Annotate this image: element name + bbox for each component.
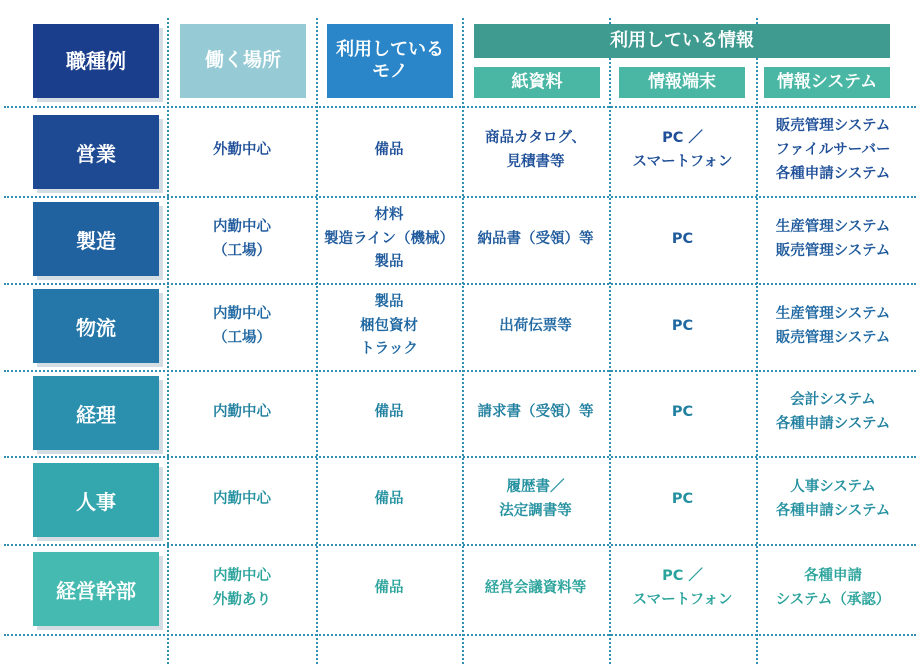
cell-text: PC (671, 317, 694, 334)
job-label: 人事 (76, 489, 116, 514)
header-system-label: 情報システム (776, 71, 878, 92)
cell-text: （工場） (213, 329, 271, 346)
cell-text: 製造ライン（機械） (323, 230, 455, 247)
cell-text: PC (671, 230, 694, 247)
cell-text: PC (671, 491, 694, 508)
cell-text: 各種申請 (804, 568, 862, 585)
cell-text: 内勤中心 (213, 218, 271, 235)
things-cell (318, 108, 460, 194)
cell-text: 備品 (374, 580, 404, 597)
cell-text: 生産管理システム (775, 305, 891, 322)
things-cell (318, 458, 460, 542)
header-system (764, 67, 890, 98)
cell-text: 製品 (374, 293, 404, 310)
cell-text: 販売管理システム (775, 242, 891, 259)
terminal-cell (611, 458, 754, 542)
job-box-executive (33, 552, 159, 626)
cell-text: 材料 (374, 206, 404, 223)
cell-text: 納品書（受領）等 (477, 230, 594, 247)
things-cell (318, 198, 460, 281)
header-info (474, 24, 890, 58)
cell-text: 備品 (374, 142, 404, 159)
system-cell (758, 285, 908, 368)
cell-text: 各種申請システム (775, 165, 891, 182)
row-divider (4, 634, 916, 636)
header-place-label: 働く場所 (204, 49, 281, 72)
things-cell (318, 285, 460, 368)
cell-text: 内勤中心 (213, 404, 271, 421)
cell-text: 法定調書等 (499, 503, 572, 519)
terminal-cell (611, 285, 754, 368)
job-label: 物流 (76, 315, 116, 340)
header-terminal-label: 情報端末 (648, 71, 716, 92)
terminal-cell (611, 108, 754, 194)
paper-cell (464, 108, 607, 194)
paper-cell (464, 372, 607, 454)
cell-text: 内勤中心 (213, 568, 271, 585)
cell-text: 見積書等 (506, 154, 565, 170)
header-paper-label: 紙資料 (511, 71, 563, 92)
system-cell (758, 372, 908, 454)
cell-text: 各種申請システム (775, 416, 891, 432)
system-cell (758, 546, 908, 632)
cell-text: システム（承認） (775, 592, 891, 608)
cell-text: 商品カタログ、 (485, 130, 586, 147)
cell-text: PC ／ (662, 130, 703, 147)
cell-text: 人事システム (790, 479, 876, 496)
cell-text: 生産管理システム (775, 218, 891, 235)
cell-text: 製品 (374, 254, 404, 271)
cell-text: 備品 (374, 404, 404, 421)
cell-text: 梱包資材 (360, 317, 418, 334)
place-cell (170, 546, 314, 632)
job-label: 経営幹部 (56, 578, 136, 603)
cell-text: PC ／ (662, 568, 703, 585)
cell-text: ファイルサーバー (775, 142, 891, 159)
header-paper (474, 67, 600, 98)
paper-cell (464, 285, 607, 368)
header-things (327, 24, 453, 98)
terminal-cell (611, 372, 754, 454)
cell-text: 経営会議資料等 (484, 580, 587, 597)
terminal-cell (611, 546, 754, 632)
job-box-hr (33, 463, 159, 537)
job-label: 経理 (76, 402, 116, 427)
paper-cell (464, 458, 607, 542)
job-box-manufacturing (33, 202, 159, 276)
header-job (33, 24, 159, 98)
cell-text: スマートフォン (632, 154, 733, 170)
column-divider (167, 18, 169, 664)
cell-text: 備品 (374, 491, 404, 508)
header-things-label-line1: 利用している (336, 38, 444, 60)
header-terminal (619, 67, 745, 98)
cell-text: スマートフォン (632, 592, 733, 608)
cell-text: 外勤あり (213, 592, 271, 608)
job-label: 製造 (76, 228, 116, 253)
cell-text: 外勤中心 (213, 142, 271, 159)
header-job-label: 職種例 (66, 48, 126, 73)
cell-text: 会計システム (790, 392, 876, 409)
cell-text: 請求書（受領）等 (477, 404, 594, 421)
header-things-label-line2: モノ (372, 61, 408, 82)
job-box-sales (33, 115, 159, 189)
system-cell (758, 198, 908, 281)
header-info-label: 利用している情報 (610, 29, 754, 51)
things-cell (318, 372, 460, 454)
job-label: 営業 (76, 141, 116, 166)
system-cell (758, 458, 908, 542)
place-cell (170, 285, 314, 368)
system-cell (758, 108, 908, 194)
place-cell (170, 108, 314, 194)
terminal-cell (611, 198, 754, 281)
place-cell (170, 458, 314, 542)
cell-text: （工場） (213, 242, 271, 259)
place-cell (170, 198, 314, 281)
cell-text: PC (671, 404, 694, 421)
cell-text: 販売管理システム (775, 329, 891, 346)
paper-cell (464, 198, 607, 281)
cell-text: 履歴書／ (506, 479, 565, 496)
job-box-accounting (33, 376, 159, 450)
cell-text: 内勤中心 (213, 305, 271, 322)
cell-text: 各種申請システム (775, 503, 891, 519)
header-place (180, 24, 306, 98)
place-cell (170, 372, 314, 454)
cell-text: 内勤中心 (213, 491, 271, 508)
job-box-logistics (33, 289, 159, 363)
cell-text: 販売管理システム (775, 118, 891, 135)
paper-cell (464, 546, 607, 632)
cell-text: トラック (360, 341, 418, 358)
things-cell (318, 546, 460, 632)
cell-text: 出荷伝票等 (499, 317, 572, 334)
